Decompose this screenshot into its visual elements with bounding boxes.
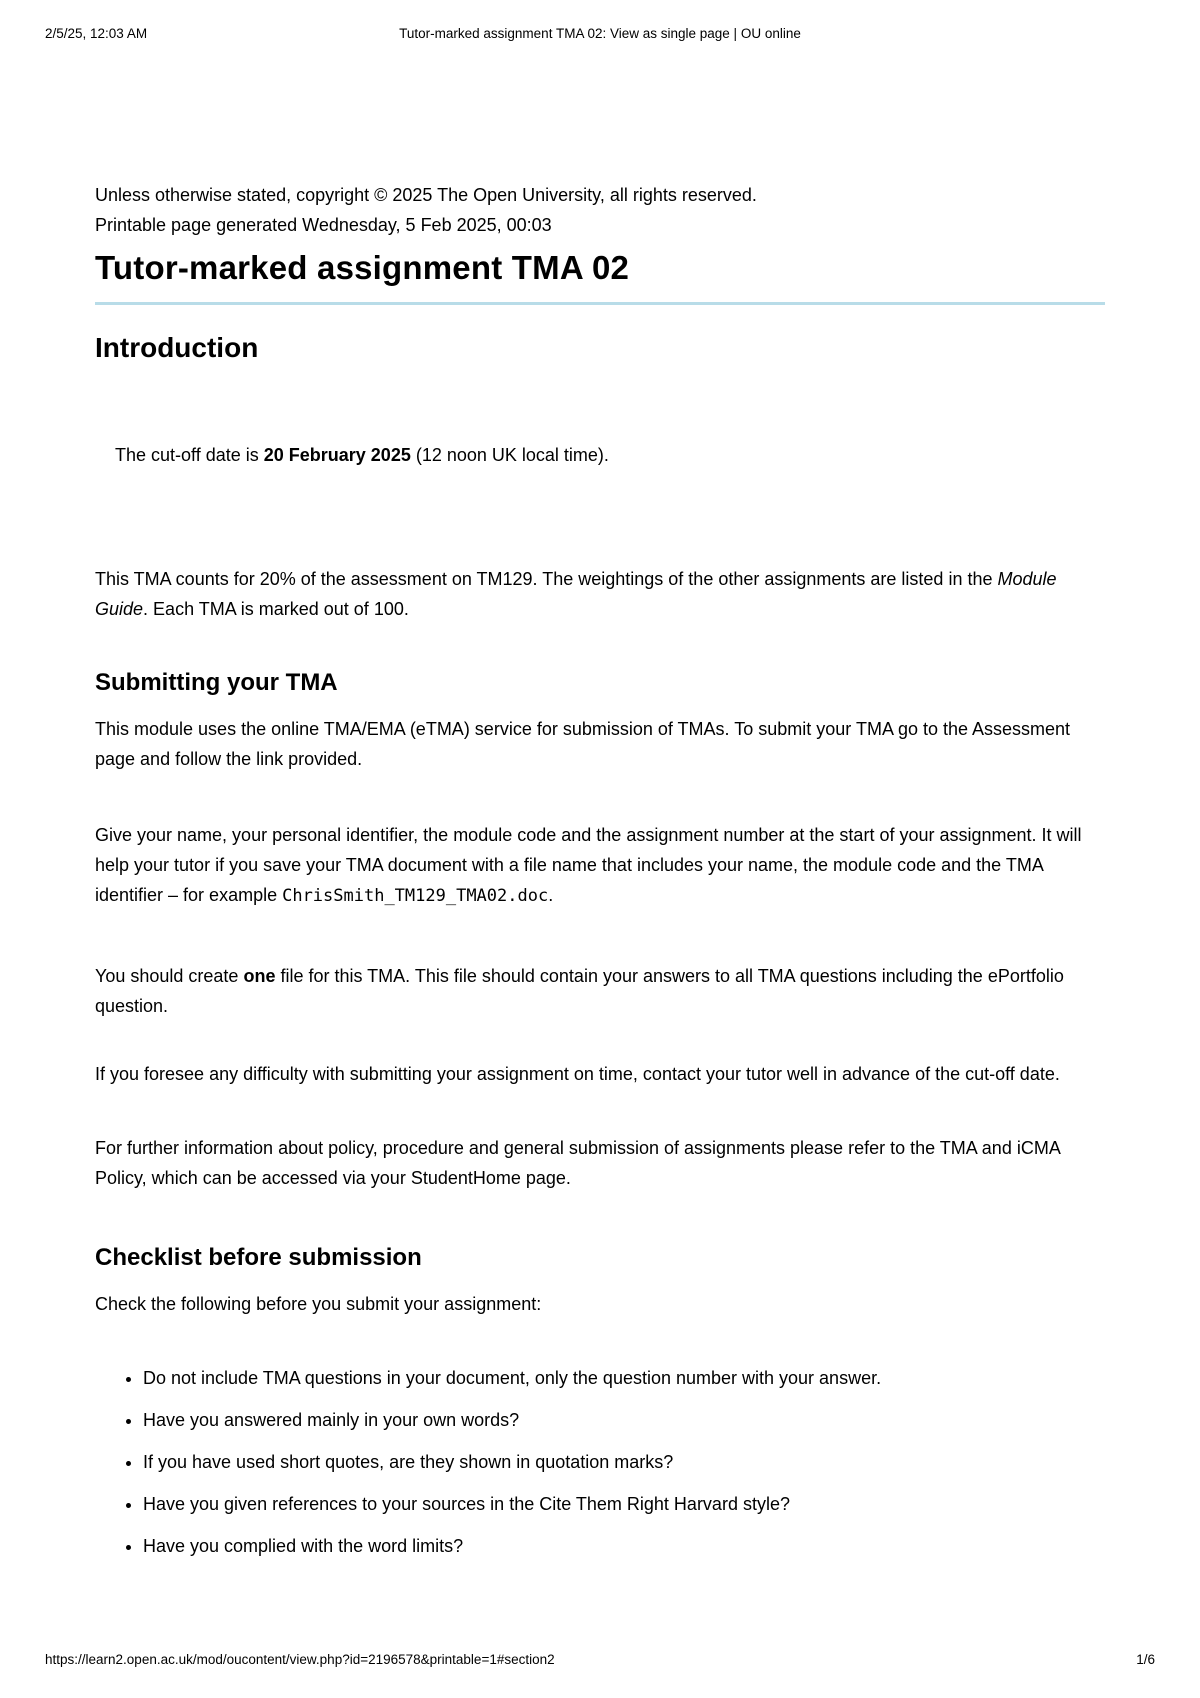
cutoff-pre: The cut-off date is	[115, 445, 264, 465]
page-title: Tutor-marked assignment TMA 02	[95, 249, 630, 286]
checklist-intro: Check the following before you submit your assignment:	[95, 1294, 542, 1314]
checklist-item: • Do not include TMA questions in your document, only the question number with your answer.	[143, 1363, 1105, 1393]
document-content	[95, 180, 1105, 1573]
file-naming-pre: Give your name, your personal identifier, the module code and the assignment number at the start of your assignment. It will help your tutor if you save your TMA document with a file name that includes your name, the module code and the TMA identifier – for example	[95, 825, 1082, 905]
print-page-number: 1/6	[1136, 1652, 1155, 1667]
print-footer	[45, 1652, 1155, 1670]
copyright-block	[95, 180, 1105, 240]
introduction-heading: Introduction	[95, 332, 259, 363]
cutoff-date: 20 February 2025	[263, 445, 411, 465]
etma-paragraph: This module uses the online TMA/EMA (eTMA) service for submission of TMAs. To submit your TMA go to the Assessment page and follow the link provided.	[95, 719, 1071, 769]
file-naming-post: .	[548, 885, 554, 905]
print-footer-url: https://learn2.open.ac.uk/mod/oucontent/view.php?id=2196578&printable=1#section2	[45, 1652, 555, 1667]
checklist-item: • Have you answered mainly in your own words?	[143, 1405, 1105, 1435]
checklist	[95, 1363, 1105, 1561]
print-timestamp: 2/5/25, 12:03 AM	[45, 26, 148, 41]
difficulty-paragraph: If you foresee any difficulty with submitting your assignment on time, contact your tutor well in advance of the cut-off date.	[95, 1064, 1060, 1084]
tma-weighting-paragraph	[95, 564, 1105, 624]
one-file-pre: You should create	[95, 966, 244, 986]
cutoff-post: (12 noon UK local time).	[410, 445, 609, 465]
one-file-post: file for this TMA. This file should contain your answers to all TMA questions including the ePortfolio question.	[95, 966, 1064, 1016]
policy-paragraph: For further information about policy, procedure and general submission of assignments please refer to the TMA and iCMA Policy, which can be accessed via your StudentHome page.	[95, 1138, 1060, 1188]
print-header-title: Tutor-marked assignment TMA 02: View as single page | OU online	[399, 26, 801, 41]
file-naming-paragraph	[95, 820, 1105, 911]
checklist-item: • If you have used short quotes, are they shown in quotation marks?	[143, 1447, 1105, 1477]
generated-line: Printable page generated Wednesday, 5 Feb 2025, 00:03	[95, 215, 552, 235]
example-filename: ChrisSmith_TM129_TMA02.doc	[282, 886, 549, 906]
one-file-emphasis: one	[243, 966, 276, 986]
module-guide-ref: Module Guide	[95, 569, 1057, 619]
submitting-heading: Submitting your TMA	[95, 669, 338, 696]
cutoff-date-paragraph	[95, 440, 1105, 470]
copyright-line: Unless otherwise stated, copyright © 2025 The Open University, all rights reserved.	[95, 185, 757, 205]
counts-post: . Each TMA is marked out of 100.	[143, 599, 409, 619]
checklist-heading: Checklist before submission	[95, 1244, 422, 1271]
one-file-paragraph	[95, 961, 1105, 1021]
checklist-item: • Have you given references to your sources in the Cite Them Right Harvard style?	[143, 1489, 1105, 1519]
title-divider	[95, 302, 1105, 305]
checklist-item: • Have you complied with the word limits?	[143, 1531, 1105, 1561]
print-header	[45, 26, 1155, 44]
counts-pre: This TMA counts for 20% of the assessment on TM129. The weightings of the other assignments are listed in the	[95, 569, 998, 589]
